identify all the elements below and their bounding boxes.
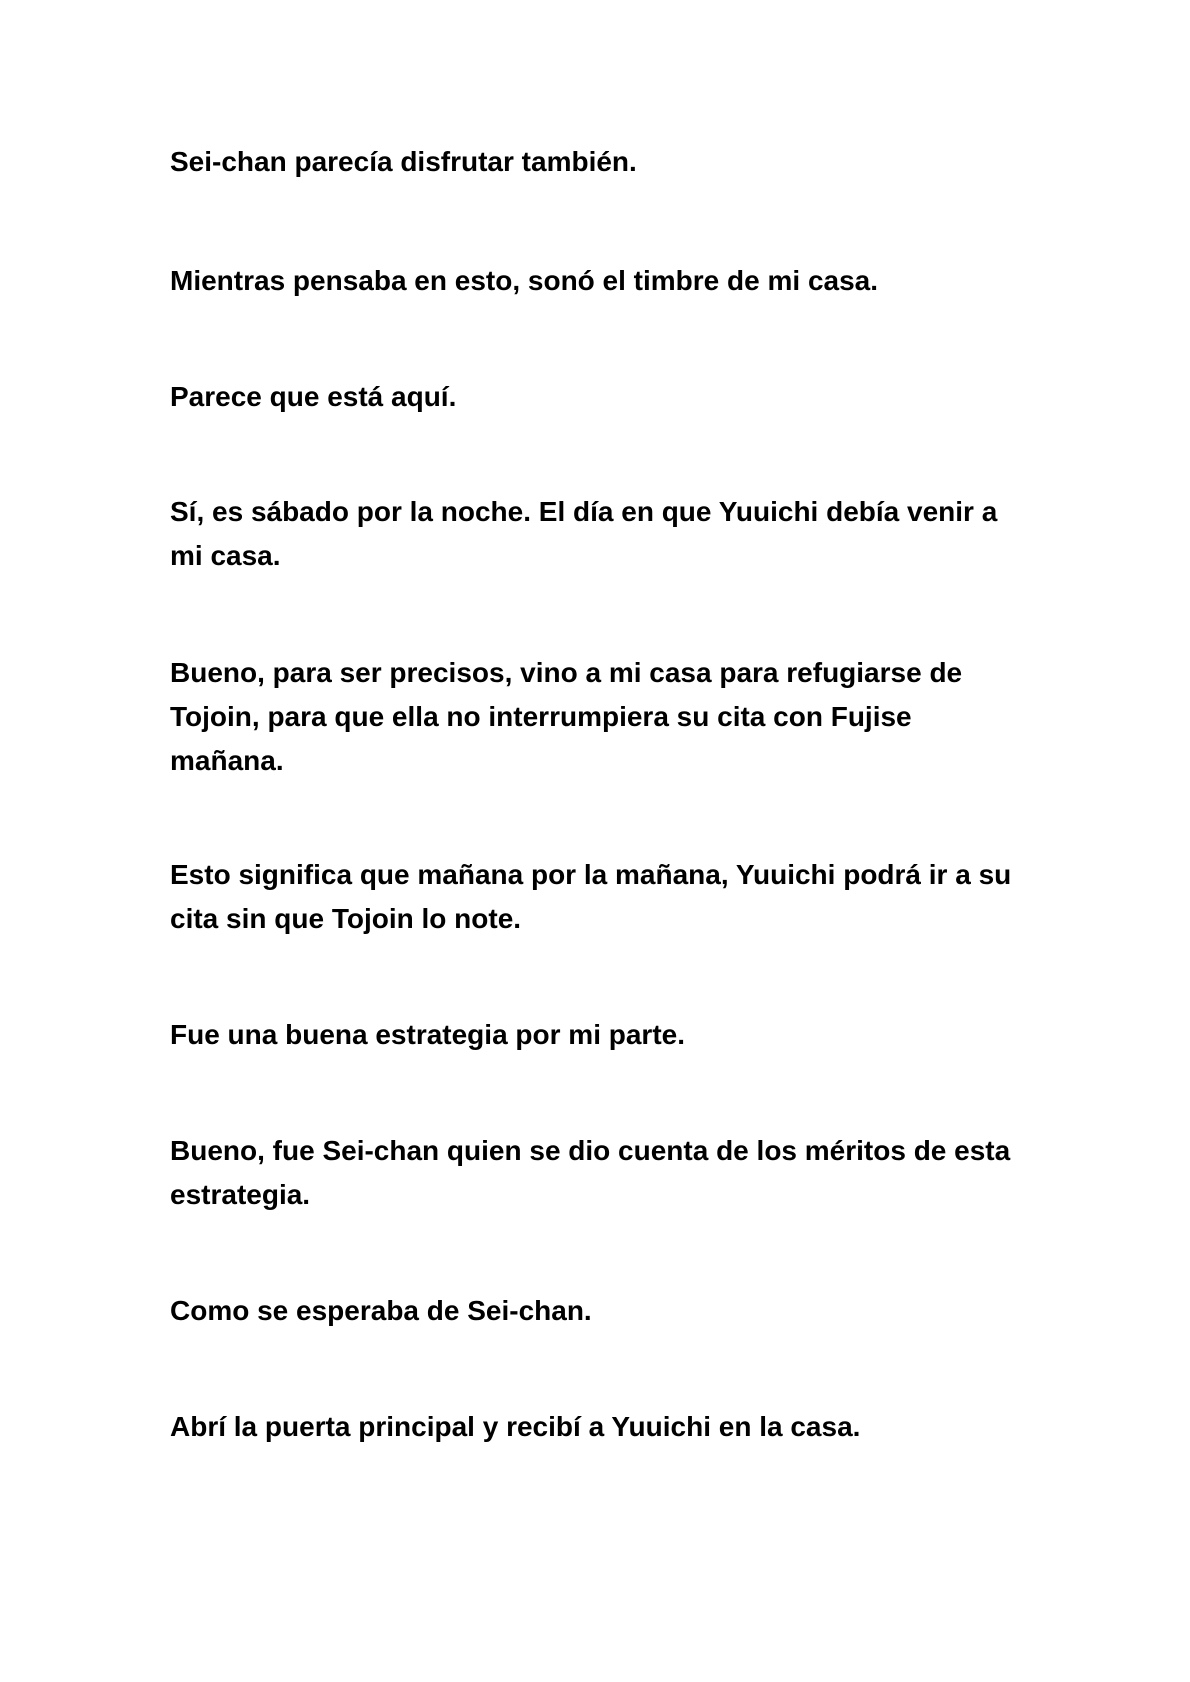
paragraph: Como se esperaba de Sei-chan. <box>170 1295 592 1326</box>
paragraph: Sei-chan parecía disfrutar también. <box>170 146 637 177</box>
paragraph: Esto significa que mañana por la mañana, Yuuichi podrá ir a su cita sin que Tojoin lo note. <box>170 859 1012 934</box>
paragraph: Fue una buena estrategia por mi parte. <box>170 1019 686 1050</box>
paragraph: Parece que está aquí. <box>170 381 457 412</box>
paragraph: Abrí la puerta principal y recibí a Yuuichi en la casa. <box>170 1411 861 1442</box>
paragraph: Bueno, para ser precisos, vino a mi casa para refugiarse de Tojoin, para que ella no interrumpiera su cita con Fujise mañana. <box>170 657 963 776</box>
paragraph: Sí, es sábado por la noche. El día en que Yuuichi debía venir a mi casa. <box>170 496 998 571</box>
paragraph: Mientras pensaba en esto, sonó el timbre de mi casa. <box>170 265 879 296</box>
paragraph: Bueno, fue Sei-chan quien se dio cuenta de los méritos de esta estrategia. <box>170 1135 1011 1210</box>
